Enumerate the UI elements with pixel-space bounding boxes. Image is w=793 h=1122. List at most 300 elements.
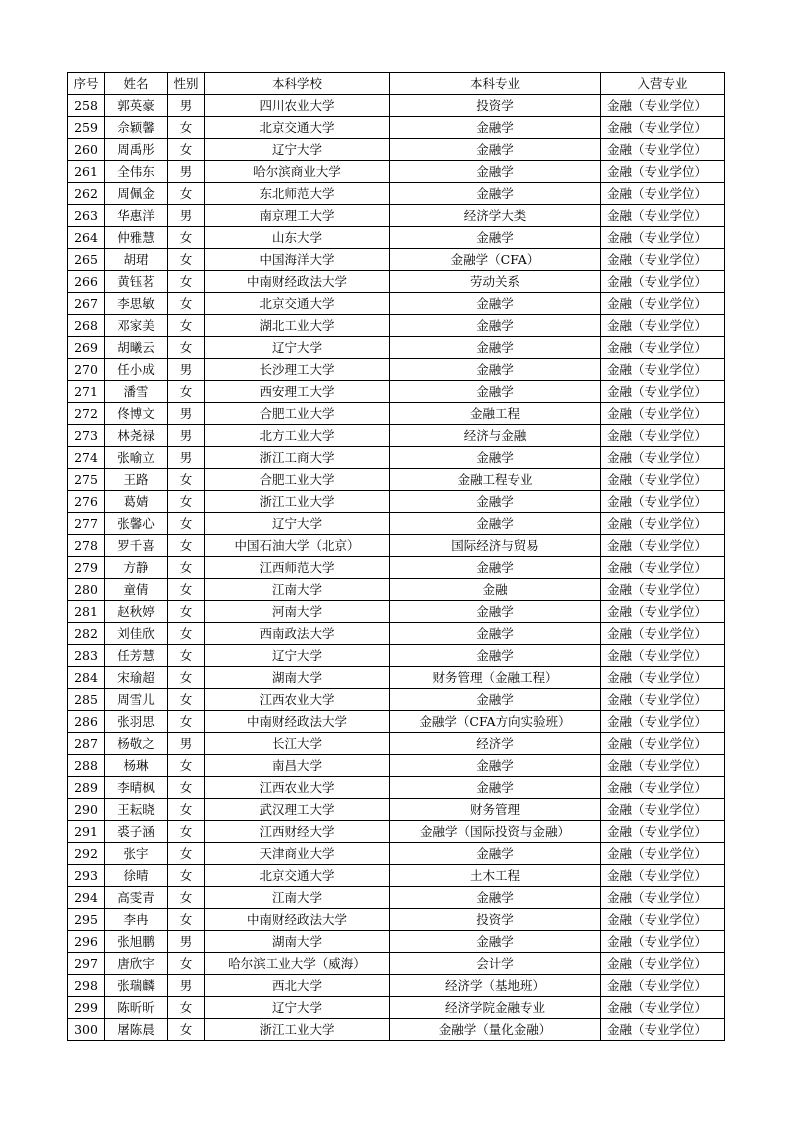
serial-cell: 282 — [68, 623, 105, 645]
admitted-major-cell: 金融（专业学位） — [601, 249, 725, 271]
name-cell: 屠陈晨 — [105, 1019, 168, 1041]
school-cell: 湖南大学 — [205, 667, 390, 689]
major-cell: 财务管理（金融工程） — [390, 667, 601, 689]
admitted-major-cell: 金融（专业学位） — [601, 799, 725, 821]
table-row — [68, 689, 725, 711]
gender-cell: 女 — [168, 623, 205, 645]
serial-cell: 278 — [68, 535, 105, 557]
school-cell: 浙江工业大学 — [205, 1019, 390, 1041]
admitted-major-cell: 金融（专业学位） — [601, 887, 725, 909]
admitted-major-cell: 金融（专业学位） — [601, 821, 725, 843]
name-cell: 李晴枫 — [105, 777, 168, 799]
school-cell: 江西农业大学 — [205, 777, 390, 799]
table-row — [68, 249, 725, 271]
serial-cell: 275 — [68, 469, 105, 491]
serial-cell: 284 — [68, 667, 105, 689]
school-cell: 南昌大学 — [205, 755, 390, 777]
name-cell: 潘雪 — [105, 381, 168, 403]
school-cell: 辽宁大学 — [205, 337, 390, 359]
admitted-major-cell: 金融（专业学位） — [601, 491, 725, 513]
serial-cell: 271 — [68, 381, 105, 403]
major-cell: 土木工程 — [390, 865, 601, 887]
table-row — [68, 205, 725, 227]
gender-cell: 女 — [168, 249, 205, 271]
name-cell: 张羽思 — [105, 711, 168, 733]
admitted-major-cell: 金融（专业学位） — [601, 205, 725, 227]
gender-cell: 女 — [168, 689, 205, 711]
gender-cell: 女 — [168, 909, 205, 931]
name-cell: 罗千喜 — [105, 535, 168, 557]
name-cell: 佟博文 — [105, 403, 168, 425]
gender-cell: 女 — [168, 183, 205, 205]
admitted-major-cell: 金融（专业学位） — [601, 447, 725, 469]
admitted-major-cell: 金融（专业学位） — [601, 315, 725, 337]
header-row — [68, 73, 725, 95]
major-cell: 经济与金融 — [390, 425, 601, 447]
table-row — [68, 667, 725, 689]
admitted-major-cell: 金融（专业学位） — [601, 161, 725, 183]
serial-cell: 289 — [68, 777, 105, 799]
admitted-major-cell: 金融（专业学位） — [601, 469, 725, 491]
name-cell: 华惠洋 — [105, 205, 168, 227]
serial-cell: 266 — [68, 271, 105, 293]
school-cell: 北京交通大学 — [205, 117, 390, 139]
gender-cell: 女 — [168, 337, 205, 359]
gender-cell: 男 — [168, 359, 205, 381]
serial-cell: 300 — [68, 1019, 105, 1041]
table-header — [68, 73, 725, 95]
name-cell: 邓家美 — [105, 315, 168, 337]
major-cell: 投资学 — [390, 909, 601, 931]
header-admitted-major: 入营专业 — [601, 73, 725, 95]
admitted-major-cell: 金融（专业学位） — [601, 667, 725, 689]
name-cell: 周佩金 — [105, 183, 168, 205]
school-cell: 辽宁大学 — [205, 997, 390, 1019]
gender-cell: 女 — [168, 491, 205, 513]
major-cell: 金融学 — [390, 183, 601, 205]
gender-cell: 女 — [168, 865, 205, 887]
serial-cell: 295 — [68, 909, 105, 931]
name-cell: 李思敏 — [105, 293, 168, 315]
name-cell: 任芳慧 — [105, 645, 168, 667]
serial-cell: 263 — [68, 205, 105, 227]
admitted-major-cell: 金融（专业学位） — [601, 975, 725, 997]
name-cell: 张宇 — [105, 843, 168, 865]
table-row — [68, 557, 725, 579]
name-cell: 李冉 — [105, 909, 168, 931]
table-row — [68, 777, 725, 799]
serial-cell: 265 — [68, 249, 105, 271]
name-cell: 张馨心 — [105, 513, 168, 535]
name-cell: 全伟东 — [105, 161, 168, 183]
gender-cell: 男 — [168, 205, 205, 227]
gender-cell: 女 — [168, 777, 205, 799]
gender-cell: 女 — [168, 271, 205, 293]
admitted-major-cell: 金融（专业学位） — [601, 931, 725, 953]
major-cell: 金融学 — [390, 513, 601, 535]
table-row — [68, 491, 725, 513]
table-row — [68, 381, 725, 403]
serial-cell: 258 — [68, 95, 105, 117]
gender-cell: 女 — [168, 469, 205, 491]
admitted-major-cell: 金融（专业学位） — [601, 711, 725, 733]
gender-cell: 女 — [168, 843, 205, 865]
name-cell: 张旭鹏 — [105, 931, 168, 953]
major-cell: 金融学 — [390, 623, 601, 645]
gender-cell: 男 — [168, 733, 205, 755]
school-cell: 江南大学 — [205, 887, 390, 909]
admitted-major-cell: 金融（专业学位） — [601, 425, 725, 447]
gender-cell: 女 — [168, 997, 205, 1019]
admitted-major-cell: 金融（专业学位） — [601, 117, 725, 139]
name-cell: 任小成 — [105, 359, 168, 381]
gender-cell: 女 — [168, 711, 205, 733]
school-cell: 哈尔滨工业大学（威海） — [205, 953, 390, 975]
school-cell: 中南财经政法大学 — [205, 909, 390, 931]
major-cell: 金融学 — [390, 117, 601, 139]
gender-cell: 女 — [168, 667, 205, 689]
serial-cell: 268 — [68, 315, 105, 337]
table-row — [68, 997, 725, 1019]
table-row — [68, 799, 725, 821]
name-cell: 唐欣宇 — [105, 953, 168, 975]
school-cell: 西南政法大学 — [205, 623, 390, 645]
major-cell: 金融 — [390, 579, 601, 601]
table-row — [68, 579, 725, 601]
school-cell: 山东大学 — [205, 227, 390, 249]
school-cell: 长沙理工大学 — [205, 359, 390, 381]
serial-cell: 297 — [68, 953, 105, 975]
admitted-major-cell: 金融（专业学位） — [601, 909, 725, 931]
table-row — [68, 755, 725, 777]
name-cell: 陈昕昕 — [105, 997, 168, 1019]
school-cell: 江西农业大学 — [205, 689, 390, 711]
table-row — [68, 887, 725, 909]
name-cell: 张瑞麟 — [105, 975, 168, 997]
serial-cell: 276 — [68, 491, 105, 513]
table-row — [68, 931, 725, 953]
school-cell: 江西师范大学 — [205, 557, 390, 579]
table-body — [68, 95, 725, 1041]
school-cell: 西北大学 — [205, 975, 390, 997]
serial-cell: 292 — [68, 843, 105, 865]
major-cell: 金融学 — [390, 843, 601, 865]
serial-cell: 290 — [68, 799, 105, 821]
admitted-major-cell: 金融（专业学位） — [601, 579, 725, 601]
major-cell: 国际经济与贸易 — [390, 535, 601, 557]
school-cell: 辽宁大学 — [205, 139, 390, 161]
admitted-major-cell: 金融（专业学位） — [601, 689, 725, 711]
serial-cell: 267 — [68, 293, 105, 315]
major-cell: 金融学 — [390, 359, 601, 381]
gender-cell: 女 — [168, 821, 205, 843]
gender-cell: 女 — [168, 557, 205, 579]
header-undergrad-major: 本科专业 — [390, 73, 601, 95]
table-row — [68, 1019, 725, 1041]
major-cell: 财务管理 — [390, 799, 601, 821]
gender-cell: 女 — [168, 293, 205, 315]
school-cell: 江南大学 — [205, 579, 390, 601]
admitted-major-cell: 金融（专业学位） — [601, 535, 725, 557]
major-cell: 金融学（CFA方向实验班） — [390, 711, 601, 733]
table-row — [68, 469, 725, 491]
name-cell: 胡珺 — [105, 249, 168, 271]
school-cell: 河南大学 — [205, 601, 390, 623]
gender-cell: 女 — [168, 1019, 205, 1041]
major-cell: 会计学 — [390, 953, 601, 975]
table-row — [68, 271, 725, 293]
admitted-major-cell: 金融（专业学位） — [601, 139, 725, 161]
major-cell: 金融学 — [390, 755, 601, 777]
school-cell: 江西财经大学 — [205, 821, 390, 843]
school-cell: 合肥工业大学 — [205, 469, 390, 491]
name-cell: 郭英豪 — [105, 95, 168, 117]
major-cell: 金融学 — [390, 491, 601, 513]
table-row — [68, 227, 725, 249]
table-row — [68, 843, 725, 865]
major-cell: 金融学 — [390, 645, 601, 667]
major-cell: 金融工程 — [390, 403, 601, 425]
table-row — [68, 161, 725, 183]
major-cell: 金融学 — [390, 315, 601, 337]
gender-cell: 男 — [168, 931, 205, 953]
major-cell: 经济学院金融专业 — [390, 997, 601, 1019]
school-cell: 中南财经政法大学 — [205, 271, 390, 293]
table-row — [68, 513, 725, 535]
school-cell: 合肥工业大学 — [205, 403, 390, 425]
header-serial: 序号 — [68, 73, 105, 95]
major-cell: 经济学大类 — [390, 205, 601, 227]
school-cell: 中南财经政法大学 — [205, 711, 390, 733]
gender-cell: 女 — [168, 601, 205, 623]
gender-cell: 男 — [168, 95, 205, 117]
major-cell: 经济学（基地班） — [390, 975, 601, 997]
major-cell: 金融学（国际投资与金融） — [390, 821, 601, 843]
major-cell: 金融学 — [390, 601, 601, 623]
table-row — [68, 975, 725, 997]
major-cell: 金融学（量化金融） — [390, 1019, 601, 1041]
table-row — [68, 865, 725, 887]
gender-cell: 女 — [168, 381, 205, 403]
school-cell: 辽宁大学 — [205, 645, 390, 667]
table-row — [68, 315, 725, 337]
major-cell: 金融学 — [390, 447, 601, 469]
major-cell: 金融学 — [390, 381, 601, 403]
gender-cell: 女 — [168, 117, 205, 139]
table-row — [68, 711, 725, 733]
admitted-major-cell: 金融（专业学位） — [601, 645, 725, 667]
name-cell: 王路 — [105, 469, 168, 491]
admitted-major-cell: 金融（专业学位） — [601, 557, 725, 579]
serial-cell: 294 — [68, 887, 105, 909]
name-cell: 徐晴 — [105, 865, 168, 887]
admitted-major-cell: 金融（专业学位） — [601, 953, 725, 975]
serial-cell: 287 — [68, 733, 105, 755]
gender-cell: 女 — [168, 953, 205, 975]
table-row — [68, 95, 725, 117]
table-row — [68, 953, 725, 975]
school-cell: 湖北工业大学 — [205, 315, 390, 337]
serial-cell: 285 — [68, 689, 105, 711]
serial-cell: 291 — [68, 821, 105, 843]
serial-cell: 261 — [68, 161, 105, 183]
name-cell: 周禹彤 — [105, 139, 168, 161]
gender-cell: 女 — [168, 227, 205, 249]
name-cell: 佘颖馨 — [105, 117, 168, 139]
school-cell: 湖南大学 — [205, 931, 390, 953]
serial-cell: 286 — [68, 711, 105, 733]
admitted-major-cell: 金融（专业学位） — [601, 601, 725, 623]
admitted-major-cell: 金融（专业学位） — [601, 623, 725, 645]
name-cell: 方静 — [105, 557, 168, 579]
major-cell: 经济学 — [390, 733, 601, 755]
name-cell: 葛婧 — [105, 491, 168, 513]
major-cell: 金融学 — [390, 931, 601, 953]
gender-cell: 女 — [168, 799, 205, 821]
serial-cell: 281 — [68, 601, 105, 623]
admitted-major-cell: 金融（专业学位） — [601, 95, 725, 117]
major-cell: 金融学 — [390, 337, 601, 359]
table-row — [68, 909, 725, 931]
table-row — [68, 535, 725, 557]
name-cell: 林尧禄 — [105, 425, 168, 447]
header-gender: 性别 — [168, 73, 205, 95]
serial-cell: 262 — [68, 183, 105, 205]
serial-cell: 260 — [68, 139, 105, 161]
major-cell: 金融学 — [390, 777, 601, 799]
serial-cell: 274 — [68, 447, 105, 469]
major-cell: 金融学 — [390, 689, 601, 711]
school-cell: 浙江工商大学 — [205, 447, 390, 469]
name-cell: 仲雅慧 — [105, 227, 168, 249]
serial-cell: 279 — [68, 557, 105, 579]
gender-cell: 女 — [168, 315, 205, 337]
admitted-major-cell: 金融（专业学位） — [601, 1019, 725, 1041]
serial-cell: 280 — [68, 579, 105, 601]
school-cell: 东北师范大学 — [205, 183, 390, 205]
admitted-major-cell: 金融（专业学位） — [601, 359, 725, 381]
school-cell: 北京交通大学 — [205, 293, 390, 315]
admitted-major-cell: 金融（专业学位） — [601, 733, 725, 755]
school-cell: 南京理工大学 — [205, 205, 390, 227]
admitted-major-cell: 金融（专业学位） — [601, 755, 725, 777]
table-row — [68, 733, 725, 755]
school-cell: 浙江工业大学 — [205, 491, 390, 513]
serial-cell: 259 — [68, 117, 105, 139]
admitted-major-cell: 金融（专业学位） — [601, 183, 725, 205]
admitted-major-cell: 金融（专业学位） — [601, 381, 725, 403]
school-cell: 西安理工大学 — [205, 381, 390, 403]
school-cell: 武汉理工大学 — [205, 799, 390, 821]
major-cell: 投资学 — [390, 95, 601, 117]
name-cell: 周雪儿 — [105, 689, 168, 711]
admitted-major-cell: 金融（专业学位） — [601, 403, 725, 425]
name-cell: 杨琳 — [105, 755, 168, 777]
gender-cell: 女 — [168, 887, 205, 909]
school-cell: 天津商业大学 — [205, 843, 390, 865]
major-cell: 金融学（CFA） — [390, 249, 601, 271]
admitted-major-cell: 金融（专业学位） — [601, 293, 725, 315]
serial-cell: 273 — [68, 425, 105, 447]
major-cell: 金融学 — [390, 161, 601, 183]
table-row — [68, 139, 725, 161]
serial-cell: 283 — [68, 645, 105, 667]
admitted-major-cell: 金融（专业学位） — [601, 513, 725, 535]
gender-cell: 女 — [168, 513, 205, 535]
name-cell: 赵秋婷 — [105, 601, 168, 623]
serial-cell: 264 — [68, 227, 105, 249]
name-cell: 刘佳欣 — [105, 623, 168, 645]
major-cell: 金融学 — [390, 887, 601, 909]
serial-cell: 270 — [68, 359, 105, 381]
table-row — [68, 645, 725, 667]
school-cell: 长江大学 — [205, 733, 390, 755]
gender-cell: 女 — [168, 579, 205, 601]
name-cell: 高雯青 — [105, 887, 168, 909]
name-cell: 张喻立 — [105, 447, 168, 469]
gender-cell: 男 — [168, 425, 205, 447]
table-row — [68, 425, 725, 447]
admitted-major-cell: 金融（专业学位） — [601, 227, 725, 249]
admitted-major-cell: 金融（专业学位） — [601, 271, 725, 293]
table-row — [68, 821, 725, 843]
name-cell: 黄钰茗 — [105, 271, 168, 293]
admitted-major-cell: 金融（专业学位） — [601, 865, 725, 887]
name-cell: 杨敬之 — [105, 733, 168, 755]
table-row — [68, 623, 725, 645]
major-cell: 金融工程专业 — [390, 469, 601, 491]
admitted-major-cell: 金融（专业学位） — [601, 843, 725, 865]
major-cell: 金融学 — [390, 139, 601, 161]
header-undergrad-school: 本科学校 — [205, 73, 390, 95]
serial-cell: 293 — [68, 865, 105, 887]
major-cell: 金融学 — [390, 227, 601, 249]
gender-cell: 女 — [168, 755, 205, 777]
school-cell: 北方工业大学 — [205, 425, 390, 447]
school-cell: 中国海洋大学 — [205, 249, 390, 271]
table-row — [68, 447, 725, 469]
table-row — [68, 293, 725, 315]
table-row — [68, 183, 725, 205]
name-cell: 童倩 — [105, 579, 168, 601]
gender-cell: 女 — [168, 139, 205, 161]
name-cell: 胡曦云 — [105, 337, 168, 359]
table-row — [68, 403, 725, 425]
serial-cell: 298 — [68, 975, 105, 997]
serial-cell: 272 — [68, 403, 105, 425]
name-cell: 宋瑜超 — [105, 667, 168, 689]
school-cell: 四川农业大学 — [205, 95, 390, 117]
major-cell: 金融学 — [390, 293, 601, 315]
gender-cell: 女 — [168, 535, 205, 557]
admitted-major-cell: 金融（专业学位） — [601, 997, 725, 1019]
admitted-major-cell: 金融（专业学位） — [601, 777, 725, 799]
table-row — [68, 117, 725, 139]
school-cell: 中国石油大学（北京） — [205, 535, 390, 557]
gender-cell: 男 — [168, 403, 205, 425]
serial-cell: 296 — [68, 931, 105, 953]
name-cell: 裘子涵 — [105, 821, 168, 843]
gender-cell: 男 — [168, 975, 205, 997]
serial-cell: 288 — [68, 755, 105, 777]
serial-cell: 277 — [68, 513, 105, 535]
major-cell: 金融学 — [390, 557, 601, 579]
admission-roster-table — [67, 72, 725, 1041]
table-row — [68, 337, 725, 359]
table-row — [68, 359, 725, 381]
header-name: 姓名 — [105, 73, 168, 95]
serial-cell: 269 — [68, 337, 105, 359]
